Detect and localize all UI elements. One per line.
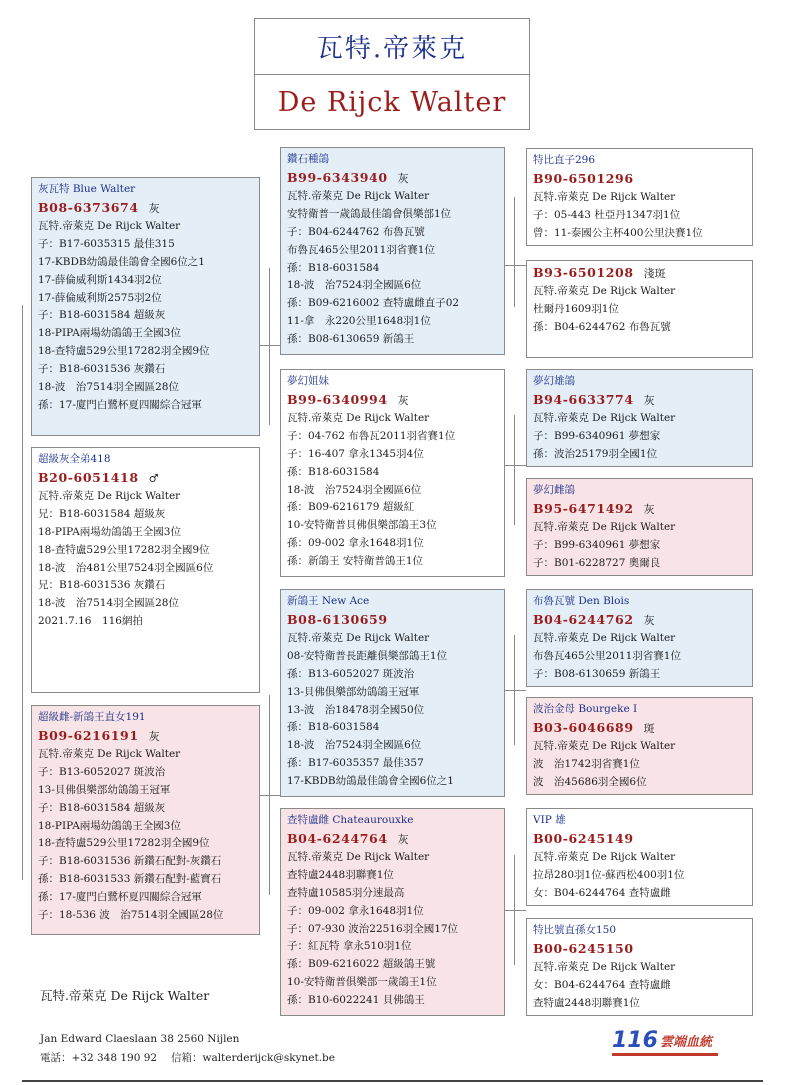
pedigree-line: 子：B18-6031536 新鑽石配對-灰鑽石 xyxy=(38,855,222,868)
connector-line xyxy=(504,465,526,466)
pedigree-line: 18-查特盧529公里17282羽全國9位 xyxy=(38,837,210,850)
sex-symbol: ♂ xyxy=(148,471,159,485)
pedigree-line: 瓦特.帝萊克 De Rijck Walter xyxy=(533,960,676,973)
great-grandparent-box xyxy=(526,478,753,576)
ring-number: B09-6216191 xyxy=(38,727,139,743)
pedigree-line: 子：B18-6031584 超級灰 xyxy=(38,309,166,322)
pedigree-line: 瓦特.帝萊克 De Rijck Walter xyxy=(287,850,430,863)
pedigree-line: 孫：B18-6031533 新鑽石配對-藍寶石 xyxy=(38,873,222,886)
pedigree-line: 波 治1742羽省賽1位 xyxy=(533,757,640,770)
pedigree-line: 18-查特盧529公里17282羽全國9位 xyxy=(38,345,210,358)
pedigree-line: 瓦特.帝萊克 De Rijck Walter xyxy=(533,190,676,203)
pedigree-line: 孫：B09-6216179 超級紅 xyxy=(287,501,415,514)
pedigree-line: 兄：B18-6031584 超級灰 xyxy=(38,507,166,520)
great-grandparent-box xyxy=(526,148,753,246)
connector-line xyxy=(504,265,526,266)
bottom-divider xyxy=(22,1080,763,1082)
pedigree-line: 孫：B18-6031584 xyxy=(287,465,380,478)
site-logo[interactable] xyxy=(612,1028,712,1053)
pedigree-line: 孫：波治25179羽全國1位 xyxy=(533,447,658,460)
color-label: 灰 xyxy=(397,171,409,185)
pedigree-line: 子：B99-6340961 夢想家 xyxy=(533,429,661,442)
logo-text: 雲端血統 xyxy=(659,1035,712,1050)
title-chinese: 瓦特.帝萊克 xyxy=(255,19,529,75)
color-label: 灰 xyxy=(148,729,160,743)
dam-ring xyxy=(38,727,253,746)
sire-box xyxy=(31,177,260,436)
pedigree-line: 布魯瓦465公里2011羽省賽1位 xyxy=(287,243,435,256)
great-grandparent-box xyxy=(526,369,753,467)
ring-row xyxy=(287,391,498,410)
ring-row xyxy=(533,830,746,849)
ring-number: B00-6245150 xyxy=(533,940,634,956)
connector-line xyxy=(504,910,526,911)
subject-box xyxy=(31,447,260,693)
ring-row xyxy=(533,500,746,519)
pedigree-line: 兄：B18-6031536 灰鑽石 xyxy=(38,579,166,592)
breeder-address: Jan Edward Claeslaan 38 2560 Nijlen xyxy=(40,1033,240,1045)
breeder-name: 瓦特.帝萊克 De Rijck Walter xyxy=(40,988,210,1003)
pedigree-line: 子：B08-6130659 新鴿王 xyxy=(533,667,661,680)
pedigree-line: 查特盧2448羽聯賽1位 xyxy=(287,868,394,881)
ring-row xyxy=(287,169,498,188)
pedigree-line: 子：05-443 杜亞丹1347羽1位 xyxy=(533,208,681,221)
logo-underline xyxy=(612,1053,718,1056)
ring-row xyxy=(287,611,498,630)
pedigree-line: 11-拿 永220公里1648羽1位 xyxy=(287,315,431,328)
pedigree-line: 13-貝佛俱樂部幼鴿鴿王冠軍 xyxy=(287,685,420,698)
pedigree-line: 08-安特衛普長距離俱樂部鴿王1位 xyxy=(287,649,448,662)
ring-number: B94-6633774 xyxy=(533,391,634,407)
pedigree-line: 18-波 治7524羽全國區6位 xyxy=(287,279,422,292)
bird-name: 新鴿王 New Ace xyxy=(287,595,370,607)
pedigree-line: 孫：新鴿王 安特衛普鴿王1位 xyxy=(287,555,424,568)
pedigree-line: 女：B04-6244764 查特盧雌 xyxy=(533,978,671,991)
connector-line xyxy=(504,690,526,691)
pedigree-line: 安特衛普一歲鴿最佳鴿會俱樂部1位 xyxy=(287,207,452,220)
pedigree-line: 10-安特衛普貝佛俱樂部鴿王3位 xyxy=(287,519,437,532)
pedigree-line: 孫：B08-6130659 新鴿王 xyxy=(287,333,415,346)
pedigree-line: 瓦特.帝萊克 De Rijck Walter xyxy=(287,189,430,202)
pedigree-line: 18-波 治7524羽全國區6位 xyxy=(287,739,422,752)
pedigree-line: 子：16-407 拿永1345羽4位 xyxy=(287,447,424,460)
bird-name: VIP 雄 xyxy=(533,814,566,826)
connector-line xyxy=(22,305,23,880)
pedigree-line: 13-波 治18478羽全國50位 xyxy=(287,703,425,716)
pedigree-line: 18-PIPA兩場幼鴿鴿王全國3位 xyxy=(38,327,181,340)
pedigree-line: 18-波 治481公里7524羽全國區6位 xyxy=(38,561,214,574)
bird-name: 夢幻雌鴿 xyxy=(533,484,575,496)
pedigree-line: 18-PIPA兩場幼鴿鴿王全國3位 xyxy=(38,525,181,538)
ring-row xyxy=(533,611,746,630)
pedigree-line: 18-波 治7524羽全國區6位 xyxy=(287,483,422,496)
pedigree-line: 瓦特.帝萊克 De Rijck Walter xyxy=(287,631,430,644)
pedigree-line: 子：B18-6031536 灰鑽石 xyxy=(38,363,166,376)
ring-number: B99-6343940 xyxy=(287,169,388,185)
ring-row xyxy=(533,940,746,959)
pedigree-line: 瓦特.帝萊克 De Rijck Walter xyxy=(533,411,676,424)
logo-number: 116 xyxy=(612,1028,658,1053)
pedigree-line: 子：B13-6052027 斑波治 xyxy=(38,765,166,778)
pedigree-line: 孫：17-廈門白鷺杯夏四關綜合冠軍 xyxy=(38,398,202,411)
ring-number: B03-6046689 xyxy=(533,719,634,735)
pedigree-line: 孫：B18-6031584 xyxy=(287,721,380,734)
ring-number: B95-6471492 xyxy=(533,500,634,516)
pedigree-line: 子：B18-6031584 超級灰 xyxy=(38,801,166,814)
ring-number: B08-6373674 xyxy=(38,199,139,215)
pedigree-line: 子：18-536 波 治7514羽全國區28位 xyxy=(38,909,224,922)
pedigree-line: 女：B04-6244764 查特盧雌 xyxy=(533,886,671,899)
pedigree-line: 瓦特.帝萊克 De Rijck Walter xyxy=(533,739,676,752)
bird-name: 布魯瓦號 Den Blois xyxy=(533,595,630,607)
subject-ring xyxy=(38,469,253,488)
ring-row xyxy=(287,830,498,849)
sire-ring xyxy=(38,199,253,218)
grandsire-maternal-box xyxy=(280,589,505,797)
connector-line xyxy=(514,415,515,525)
ring-number: B04-6244762 xyxy=(533,611,634,627)
color-label: 灰 xyxy=(643,613,655,627)
bird-name: 查特盧雌 Chateaurouxke xyxy=(287,814,414,826)
ring-number: B00-6245149 xyxy=(533,830,634,846)
granddam-maternal-box xyxy=(280,808,505,1016)
great-grandparent-box xyxy=(526,260,753,358)
pedigree-line: 布魯瓦465公里2011羽省賽1位 xyxy=(533,649,681,662)
pedigree-line: 13-貝佛俱樂部幼鴿鴿王冠軍 xyxy=(38,783,171,796)
pedigree-line: 曾：11-泰國公主杯400公里決賽1位 xyxy=(533,226,703,239)
subject-name: 超級灰全弟418 xyxy=(38,453,111,465)
pedigree-line: 子：09-002 拿永1648羽1位 xyxy=(287,904,424,917)
great-grandparent-box xyxy=(526,697,753,795)
granddam-paternal-box xyxy=(280,369,505,577)
ring-number: B20-6051418 xyxy=(38,469,139,485)
pedigree-line: 查特盧2448羽聯賽1位 xyxy=(533,996,640,1009)
color-label: 灰 xyxy=(643,393,655,407)
color-label: 灰 xyxy=(397,393,409,407)
sire-name: 灰瓦特 Blue Walter xyxy=(38,183,136,195)
dam-box xyxy=(31,705,260,935)
pedigree-line: 子：04-762 布魯瓦2011羽省賽1位 xyxy=(287,429,456,442)
dam-name: 超級雌-新鴿王直女191 xyxy=(38,711,146,723)
pedigree-line: 2021.7.16 116網拍 xyxy=(38,615,143,628)
pedigree-line: 孫：B10-6022241 貝佛鴿王 xyxy=(287,994,425,1007)
pedigree-line: 子：B99-6340961 夢想家 xyxy=(533,538,661,551)
ring-row xyxy=(533,264,746,283)
pedigree-line: 瓦特.帝萊克 De Rijck Walter xyxy=(38,747,181,760)
ring-row xyxy=(533,719,746,738)
pedigree-line: 子：07-930 波治22516羽全國17位 xyxy=(287,922,459,935)
pedigree-line: 子：B17-6035315 最佳315 xyxy=(38,237,175,250)
bird-name: 特比直子296 xyxy=(533,154,596,166)
pedigree-line: 杜爾丹1609羽1位 xyxy=(533,302,619,315)
pedigree-line: 10-安特衛普俱樂部一歲鴿王1位 xyxy=(287,976,437,989)
ring-row xyxy=(533,391,746,410)
pedigree-line: 波 治45686羽全國6位 xyxy=(533,775,647,788)
connector-line xyxy=(514,197,515,307)
ring-number: B90-6501296 xyxy=(533,170,634,186)
title-box xyxy=(254,18,530,130)
pedigree-line: 子：B01-6228727 奧爾良 xyxy=(533,556,661,569)
ring-number: B93-6501208 xyxy=(533,265,634,280)
pedigree-line: 瓦特.帝萊克 De Rijck Walter xyxy=(533,850,676,863)
ring-number: B08-6130659 xyxy=(287,611,388,627)
bird-name: 特比號直孫女150 xyxy=(533,924,617,936)
pedigree-line: 子：紅瓦特 拿永510羽1位 xyxy=(287,940,412,953)
grandsire-paternal-box xyxy=(280,147,505,355)
great-grandparent-box xyxy=(526,808,753,906)
pedigree-line: 孫：B09-6216022 超級鴿王號 xyxy=(287,958,436,971)
pedigree-line: 瓦特.帝萊克 De Rijck Walter xyxy=(287,411,430,424)
ring-number: B99-6340994 xyxy=(287,391,388,407)
color-label: 灰 xyxy=(643,502,655,516)
pedigree-line: 孫：09-002 拿永1648羽1位 xyxy=(287,537,424,550)
pedigree-line: 17-KBDB幼鴿最佳鴿會全國6位之1 xyxy=(38,255,205,268)
pedigree-line: 查特盧10585羽分速最高 xyxy=(287,886,405,899)
great-grandparent-box xyxy=(526,918,753,1016)
pedigree-line: 18-波 治7514羽全國區28位 xyxy=(38,381,179,394)
pedigree-line: 孫：B17-6035357 最佳357 xyxy=(287,757,424,770)
ring-number: B04-6244764 xyxy=(287,830,388,846)
pedigree-line: 瓦特.帝萊克 De Rijck Walter xyxy=(533,631,676,644)
connector-line xyxy=(259,345,280,346)
pedigree-line: 子：B04-6244762 布魯瓦號 xyxy=(287,225,425,238)
pedigree-line: 瓦特.帝萊克 De Rijck Walter xyxy=(38,489,181,502)
bird-name: 夢幻姐妹 xyxy=(287,375,329,387)
bird-name: 夢幻雄鴿 xyxy=(533,375,575,387)
pedigree-line: 18-PIPA兩場幼鴿鴿王全國3位 xyxy=(38,819,181,832)
bird-name: 波治金母 Bourgeke I xyxy=(533,703,638,715)
pedigree-line: 17-KBDB幼鴿最佳鴿會全國6位之1 xyxy=(287,775,454,788)
connector-line xyxy=(259,795,280,796)
pedigree-line: 17-薛倫威利斯2575羽2位 xyxy=(38,291,162,304)
pedigree-line: 18-波 治7514羽全國區28位 xyxy=(38,597,179,610)
pedigree-line: 瓦特.帝萊克 De Rijck Walter xyxy=(533,285,676,297)
pedigree-line: 孫：B18-6031584 xyxy=(287,261,380,274)
pedigree-line: 18-查特盧529公里17282羽全國9位 xyxy=(38,543,210,556)
pedigree-line: 孫：17-廈門白鷺杯夏四關綜合冠軍 xyxy=(38,891,202,904)
pedigree-line: 孫：B04-6244762 布魯瓦號 xyxy=(533,320,671,333)
color-label: 淺斑 xyxy=(643,267,666,280)
pedigree-line: 瓦特.帝萊克 De Rijck Walter xyxy=(533,520,676,533)
title-english: De Rijck Walter xyxy=(277,87,507,118)
pedigree-line: 孫：B13-6052027 斑波治 xyxy=(287,667,415,680)
pedigree-line: 17-薛倫威利斯1434羽2位 xyxy=(38,273,162,286)
breeder-contact: 電話：+32 348 190 92 信箱：walterderijck@skynet.be xyxy=(40,1052,335,1064)
pedigree-line: 瓦特.帝萊克 De Rijck Walter xyxy=(38,219,181,232)
great-grandparent-box xyxy=(526,589,753,687)
color-label: 灰 xyxy=(397,832,409,846)
connector-line xyxy=(269,268,270,425)
bird-name: 鑽石種鴿 xyxy=(287,153,329,165)
color-label: 斑 xyxy=(643,721,655,735)
pedigree-line: 孫：B09-6216002 查特盧雌直子02 xyxy=(287,297,460,310)
ring-row xyxy=(533,170,746,189)
color-label: 灰 xyxy=(148,201,160,215)
pedigree-line: 拉昂280羽1位-蘇西松400羽1位 xyxy=(533,868,685,881)
